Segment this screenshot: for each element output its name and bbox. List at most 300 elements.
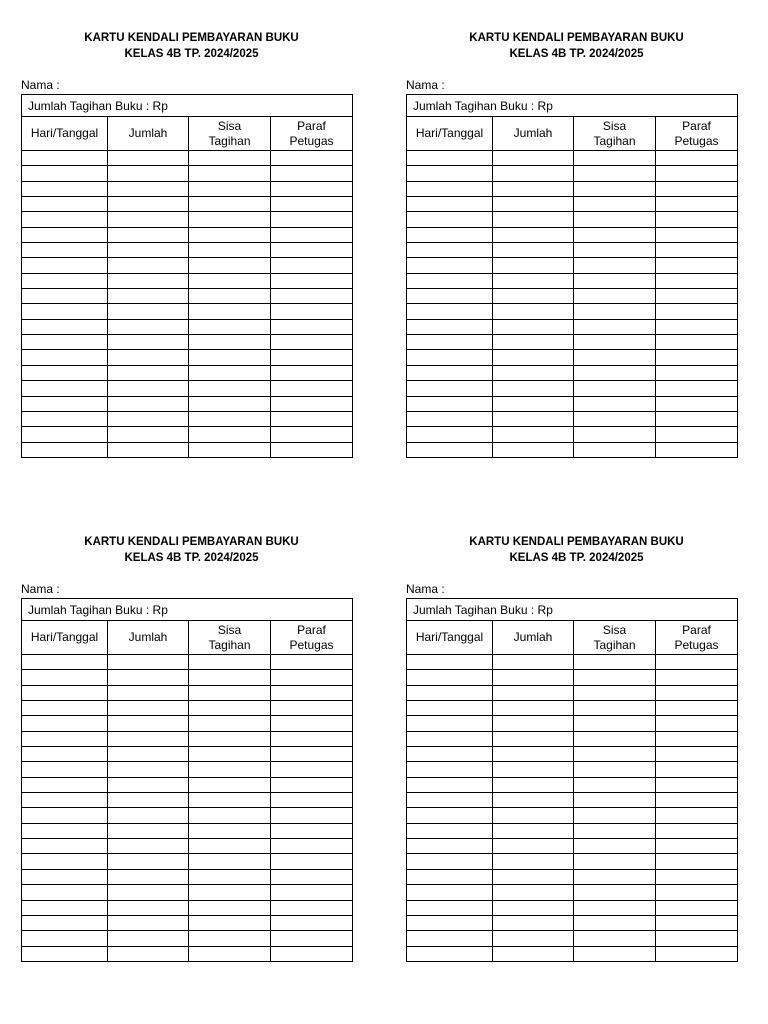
table-cell [108, 731, 189, 746]
table-row [22, 350, 353, 365]
table-cell [271, 181, 353, 196]
table-cell [493, 793, 574, 808]
table-row [22, 427, 353, 442]
table-cell [189, 839, 271, 854]
table-cell [407, 335, 493, 350]
table-row [407, 289, 738, 304]
table-row [22, 365, 353, 380]
table-row [22, 197, 353, 212]
table-cell [574, 442, 656, 457]
table-row [407, 411, 738, 426]
table-cell [656, 166, 738, 181]
table-cell [656, 931, 738, 946]
table-cell [493, 227, 574, 242]
table-cell [22, 427, 108, 442]
table-cell [22, 258, 108, 273]
table-header-row [407, 621, 738, 655]
table-cell [271, 243, 353, 258]
table-cell [407, 793, 493, 808]
table-row [407, 273, 738, 288]
table-cell [22, 181, 108, 196]
table-cell [656, 396, 738, 411]
table-cell [22, 716, 108, 731]
table-cell [656, 227, 738, 242]
table-cell [271, 442, 353, 457]
col-header-jumlah: Jumlah [493, 621, 574, 655]
table-cell [656, 839, 738, 854]
table-cell [407, 411, 493, 426]
table-cell [493, 427, 574, 442]
table-cell [271, 731, 353, 746]
table-row [407, 915, 738, 930]
card-title [21, 30, 362, 62]
table-cell [189, 181, 271, 196]
table-cell [493, 396, 574, 411]
table-cell [493, 777, 574, 792]
table-cell [656, 427, 738, 442]
table-cell [656, 319, 738, 334]
table-cell [493, 731, 574, 746]
table-cell [271, 946, 353, 961]
table-cell [189, 900, 271, 915]
col-header-jumlah: Jumlah [108, 621, 189, 655]
table-cell [407, 701, 493, 716]
table-cell [656, 289, 738, 304]
table-cell [271, 212, 353, 227]
table-cell [574, 839, 656, 854]
table-cell [22, 197, 108, 212]
table-cell [22, 350, 108, 365]
table-cell [22, 273, 108, 288]
table-cell [574, 701, 656, 716]
table-cell [108, 915, 189, 930]
table-cell [407, 915, 493, 930]
table-row [22, 869, 353, 884]
table-cell [407, 396, 493, 411]
table-cell [407, 181, 493, 196]
table-cell [271, 900, 353, 915]
table-row [407, 823, 738, 838]
table-cell [189, 258, 271, 273]
nama-label: Nama : [406, 582, 445, 596]
table-cell [22, 823, 108, 838]
table-cell [574, 946, 656, 961]
col-header-sisa-tagihan: Sisa Tagihan [189, 117, 271, 151]
table-cell [189, 869, 271, 884]
table-row [22, 900, 353, 915]
table-cell [656, 885, 738, 900]
table-cell [271, 427, 353, 442]
table-cell [574, 258, 656, 273]
table-cell [108, 900, 189, 915]
table-cell [493, 762, 574, 777]
table-cell [271, 670, 353, 685]
table-cell [574, 273, 656, 288]
card-title-line1: KARTU KENDALI PEMBAYARAN BUKU [84, 536, 299, 548]
table-cell [493, 289, 574, 304]
col-header-hari-tanggal: Hari/Tanggal [22, 621, 108, 655]
table-cell [271, 716, 353, 731]
table-row [407, 670, 738, 685]
table-cell [574, 716, 656, 731]
table-cell [407, 762, 493, 777]
table-cell [574, 762, 656, 777]
col-header-paraf-petugas: Paraf Petugas [271, 117, 353, 151]
table-cell [271, 701, 353, 716]
table-cell [271, 335, 353, 350]
table-cell [574, 793, 656, 808]
table-cell [22, 793, 108, 808]
table-cell [189, 396, 271, 411]
table-cell [407, 212, 493, 227]
table-cell [407, 731, 493, 746]
table-cell [22, 365, 108, 380]
table-cell [22, 655, 108, 670]
table-row [407, 762, 738, 777]
table-cell [189, 747, 271, 762]
table-cell [22, 885, 108, 900]
table-row [22, 442, 353, 457]
table-cell [574, 900, 656, 915]
table-row [407, 869, 738, 884]
table-cell [22, 808, 108, 823]
table-cell [271, 655, 353, 670]
table-cell [407, 227, 493, 242]
table-cell [407, 381, 493, 396]
table-row [407, 396, 738, 411]
table-cell [407, 931, 493, 946]
table-row [407, 793, 738, 808]
table-cell [108, 885, 189, 900]
table-cell [271, 319, 353, 334]
table-cell [407, 273, 493, 288]
table-cell [493, 197, 574, 212]
table-cell [271, 304, 353, 319]
table-row [407, 258, 738, 273]
table-cell [108, 197, 189, 212]
table-row [22, 701, 353, 716]
table-cell [189, 777, 271, 792]
col-header-paraf-petugas: Paraf Petugas [656, 117, 738, 151]
table-row [407, 227, 738, 242]
table-cell [271, 350, 353, 365]
table-cell [656, 304, 738, 319]
table-cell [108, 442, 189, 457]
col-header-sisa-tagihan: Sisa Tagihan [574, 117, 656, 151]
table-row [22, 777, 353, 792]
table-cell [189, 915, 271, 930]
card-title-line1: KARTU KENDALI PEMBAYARAN BUKU [469, 536, 684, 548]
table-cell [407, 197, 493, 212]
table-cell [189, 655, 271, 670]
table-cell [493, 151, 574, 166]
table-cell [656, 793, 738, 808]
table-row [22, 166, 353, 181]
tagihan-label: Jumlah Tagihan Buku : Rp [22, 95, 353, 117]
payment-table [406, 598, 738, 962]
table-cell [271, 396, 353, 411]
table-cell [656, 365, 738, 380]
table-cell [108, 931, 189, 946]
table-cell [271, 227, 353, 242]
table-cell [271, 823, 353, 838]
card-title-line2: KELAS 4B TP. 2024/2025 [509, 48, 644, 60]
table-cell [189, 243, 271, 258]
table-cell [108, 166, 189, 181]
table-row [22, 151, 353, 166]
table-cell [493, 335, 574, 350]
payment-card-0 [21, 30, 352, 458]
table-cell [574, 381, 656, 396]
table-row [22, 685, 353, 700]
table-cell [271, 777, 353, 792]
table-cell [493, 946, 574, 961]
table-cell [189, 151, 271, 166]
table-cell [22, 151, 108, 166]
table-cell [493, 808, 574, 823]
table-cell [108, 227, 189, 242]
table-cell [574, 304, 656, 319]
tagihan-row [22, 599, 353, 621]
table-cell [656, 258, 738, 273]
table-cell [407, 365, 493, 380]
table-cell [22, 946, 108, 961]
table-cell [271, 365, 353, 380]
table-row [22, 670, 353, 685]
table-cell [189, 854, 271, 869]
card-title [406, 30, 747, 62]
table-row [407, 854, 738, 869]
table-row [22, 823, 353, 838]
table-cell [493, 747, 574, 762]
table-row [407, 777, 738, 792]
table-cell [656, 762, 738, 777]
col-header-hari-tanggal: Hari/Tanggal [407, 117, 493, 151]
table-cell [271, 166, 353, 181]
table-cell [574, 731, 656, 746]
table-cell [271, 289, 353, 304]
table-cell [574, 197, 656, 212]
table-cell [407, 289, 493, 304]
table-cell [493, 381, 574, 396]
table-cell [108, 427, 189, 442]
table-cell [493, 365, 574, 380]
table-row [407, 197, 738, 212]
table-cell [407, 777, 493, 792]
table-cell [493, 931, 574, 946]
card-title-line2: KELAS 4B TP. 2024/2025 [124, 552, 259, 564]
table-cell [108, 304, 189, 319]
table-cell [574, 869, 656, 884]
table-cell [574, 854, 656, 869]
table-cell [574, 808, 656, 823]
card-title-line2: KELAS 4B TP. 2024/2025 [124, 48, 259, 60]
table-cell [189, 365, 271, 380]
col-header-jumlah: Jumlah [108, 117, 189, 151]
col-header-jumlah: Jumlah [493, 117, 574, 151]
table-cell [493, 854, 574, 869]
table-cell [189, 166, 271, 181]
table-cell [22, 854, 108, 869]
table-cell [271, 762, 353, 777]
table-cell [407, 716, 493, 731]
payment-table [21, 598, 353, 962]
table-cell [189, 335, 271, 350]
table-cell [271, 839, 353, 854]
table-cell [407, 946, 493, 961]
table-cell [108, 670, 189, 685]
table-cell [574, 655, 656, 670]
table-cell [493, 685, 574, 700]
card-title [406, 534, 747, 566]
table-cell [493, 258, 574, 273]
table-row [407, 427, 738, 442]
col-header-paraf-petugas: Paraf Petugas [271, 621, 353, 655]
tagihan-label: Jumlah Tagihan Buku : Rp [407, 95, 738, 117]
table-row [22, 747, 353, 762]
table-cell [493, 304, 574, 319]
table-cell [574, 212, 656, 227]
table-cell [189, 685, 271, 700]
table-cell [407, 808, 493, 823]
table-cell [656, 381, 738, 396]
table-row [22, 946, 353, 961]
table-cell [189, 319, 271, 334]
table-cell [22, 685, 108, 700]
table-cell [407, 900, 493, 915]
table-cell [271, 885, 353, 900]
table-cell [22, 900, 108, 915]
table-cell [407, 823, 493, 838]
col-header-paraf-petugas: Paraf Petugas [656, 621, 738, 655]
table-row [407, 181, 738, 196]
table-cell [22, 227, 108, 242]
table-row [407, 731, 738, 746]
table-row [22, 304, 353, 319]
table-cell [656, 946, 738, 961]
tagihan-label: Jumlah Tagihan Buku : Rp [22, 599, 353, 621]
table-cell [108, 289, 189, 304]
table-cell [189, 701, 271, 716]
table-cell [108, 701, 189, 716]
table-row [22, 411, 353, 426]
payment-card-3 [406, 534, 737, 962]
table-cell [656, 823, 738, 838]
table-cell [407, 885, 493, 900]
table-cell [22, 777, 108, 792]
table-row [22, 289, 353, 304]
table-cell [656, 854, 738, 869]
table-cell [189, 381, 271, 396]
table-cell [189, 350, 271, 365]
table-cell [574, 151, 656, 166]
table-cell [493, 915, 574, 930]
table-cell [271, 151, 353, 166]
table-cell [189, 762, 271, 777]
table-row [22, 212, 353, 227]
table-cell [189, 716, 271, 731]
table-cell [22, 731, 108, 746]
table-row [22, 181, 353, 196]
table-cell [271, 381, 353, 396]
table-cell [656, 243, 738, 258]
table-row [407, 839, 738, 854]
table-cell [493, 869, 574, 884]
table-cell [656, 273, 738, 288]
table-cell [574, 670, 656, 685]
nama-label: Nama : [21, 78, 60, 92]
table-cell [22, 335, 108, 350]
table-row [407, 716, 738, 731]
table-cell [493, 273, 574, 288]
table-cell [22, 212, 108, 227]
table-cell [189, 442, 271, 457]
table-cell [574, 243, 656, 258]
table-cell [22, 747, 108, 762]
tagihan-label: Jumlah Tagihan Buku : Rp [407, 599, 738, 621]
table-cell [108, 319, 189, 334]
table-cell [407, 243, 493, 258]
table-cell [271, 685, 353, 700]
table-cell [22, 915, 108, 930]
table-cell [656, 900, 738, 915]
table-cell [108, 350, 189, 365]
table-row [407, 701, 738, 716]
table-cell [271, 915, 353, 930]
table-row [407, 166, 738, 181]
table-cell [407, 319, 493, 334]
table-row [22, 885, 353, 900]
table-row [22, 762, 353, 777]
table-cell [108, 655, 189, 670]
table-cell [22, 411, 108, 426]
table-row [22, 731, 353, 746]
payment-card-1 [406, 30, 737, 458]
table-cell [574, 915, 656, 930]
table-row [407, 747, 738, 762]
table-cell [574, 289, 656, 304]
table-cell [22, 304, 108, 319]
table-cell [493, 319, 574, 334]
table-cell [189, 793, 271, 808]
table-cell [22, 289, 108, 304]
table-cell [656, 670, 738, 685]
table-cell [574, 823, 656, 838]
table-row [407, 685, 738, 700]
table-cell [189, 885, 271, 900]
table-row [407, 151, 738, 166]
table-cell [108, 716, 189, 731]
table-cell [493, 900, 574, 915]
table-row [22, 335, 353, 350]
table-cell [493, 716, 574, 731]
table-row [407, 442, 738, 457]
table-row [22, 381, 353, 396]
table-cell [108, 273, 189, 288]
table-cell [656, 731, 738, 746]
table-cell [493, 701, 574, 716]
table-cell [108, 777, 189, 792]
table-cell [189, 808, 271, 823]
table-cell [108, 747, 189, 762]
table-cell [656, 335, 738, 350]
table-cell [493, 411, 574, 426]
card-title-line1: KARTU KENDALI PEMBAYARAN BUKU [84, 32, 299, 44]
table-cell [493, 243, 574, 258]
table-row [22, 716, 353, 731]
table-cell [407, 350, 493, 365]
table-cell [271, 258, 353, 273]
